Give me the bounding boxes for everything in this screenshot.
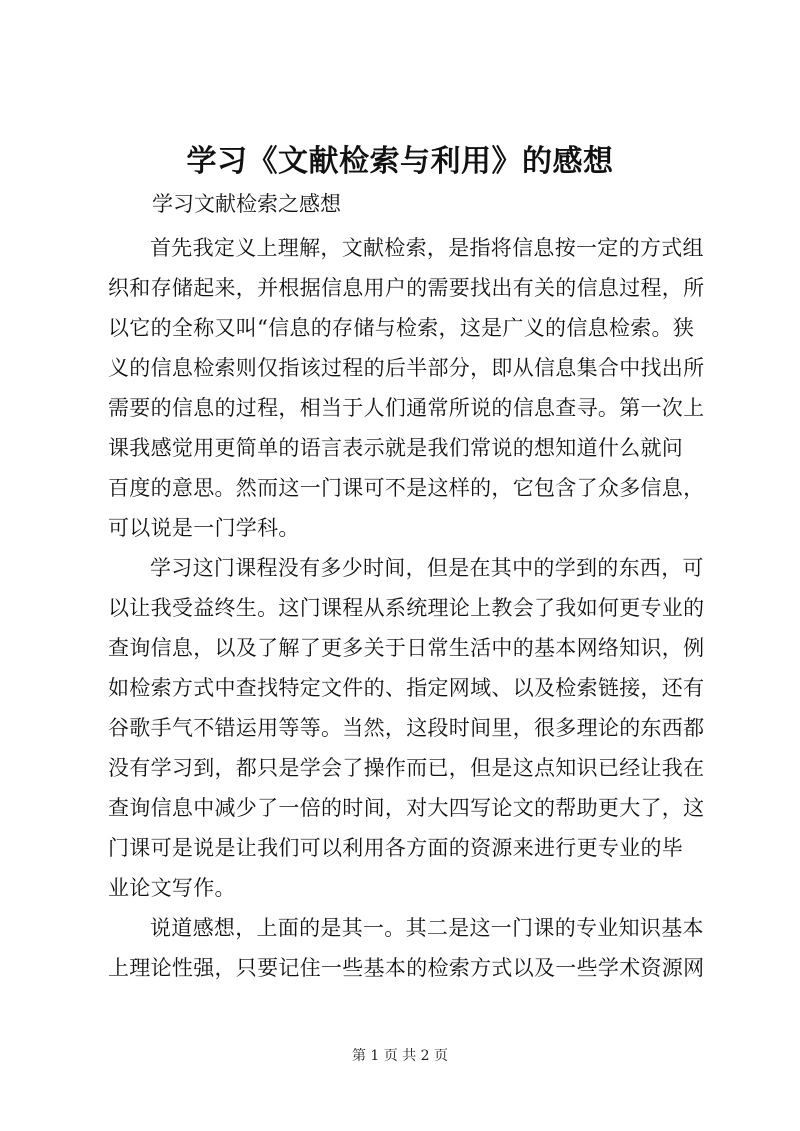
- text-line: 门课可是说是让我们可以利用各方面的资源来进行更专业的毕: [108, 836, 684, 860]
- text-line: 首先我定义上理解，文献检索，是指将信息按一定的方式组: [150, 236, 704, 260]
- text-line: 织和存储起来，并根据信息用户的需要找出有关的信息过程，所: [108, 276, 705, 300]
- document-subtitle: 学习文献检索之感想: [152, 192, 341, 216]
- text-line: 没有学习到，都只是学会了操作而已，但是这点知识已经让我在: [108, 756, 705, 780]
- text-line: 需要的信息的过程，相当于人们通常所说的信息查寻。第一次上: [108, 396, 705, 420]
- text-line: 说道感想，上面的是其一。其二是这一门课的专业知识基本: [150, 916, 704, 940]
- document-body: [108, 228, 708, 988]
- document-title: 学习《文献检索与利用》的感想: [186, 144, 614, 179]
- text-line: 以让我受益终生。这门课程从系统理论上教会了我如何更专业的: [108, 596, 705, 620]
- text-line: 上理论性强，只要记住一些基本的检索方式以及一些学术资源网: [108, 956, 705, 980]
- page-footer: [0, 1046, 800, 1066]
- text-line: 查询信息，以及了解了更多关于日常生活中的基本网络知识，例: [108, 636, 705, 660]
- paragraph-3: [108, 908, 708, 988]
- text-line: 学习这门课程没有多少时间，但是在其中的学到的东西，可: [150, 556, 704, 580]
- text-line: 以它的全称又叫“信息的存储与检索，这是广义的信息检索。狭: [108, 316, 695, 340]
- paragraph-1: [108, 228, 708, 548]
- text-line: 如检索方式中查找特定文件的、指定网域、以及检索链接，还有: [108, 676, 705, 700]
- text-line: 可以说是一门学科。: [108, 516, 300, 540]
- text-line: 百度的意思。然而这一门课可不是这样的，它包含了众多信息，: [108, 476, 705, 500]
- text-line: 义的信息检索则仅指该过程的后半部分，即从信息集合中找出所: [108, 356, 705, 380]
- paragraph-2: [108, 548, 708, 908]
- text-line: 谷歌手气不错运用等等。当然，这段时间里，很多理论的东西都: [108, 716, 705, 740]
- page-indicator: 第 1 页 共 2 页: [351, 1048, 449, 1064]
- text-line: 查询信息中减少了一倍的时间，对大四写论文的帮助更大了，这: [108, 796, 705, 820]
- text-line: 课我感觉用更简单的语言表示就是我们常说的想知道什么就问: [108, 436, 684, 460]
- text-line: 业论文写作。: [108, 876, 236, 900]
